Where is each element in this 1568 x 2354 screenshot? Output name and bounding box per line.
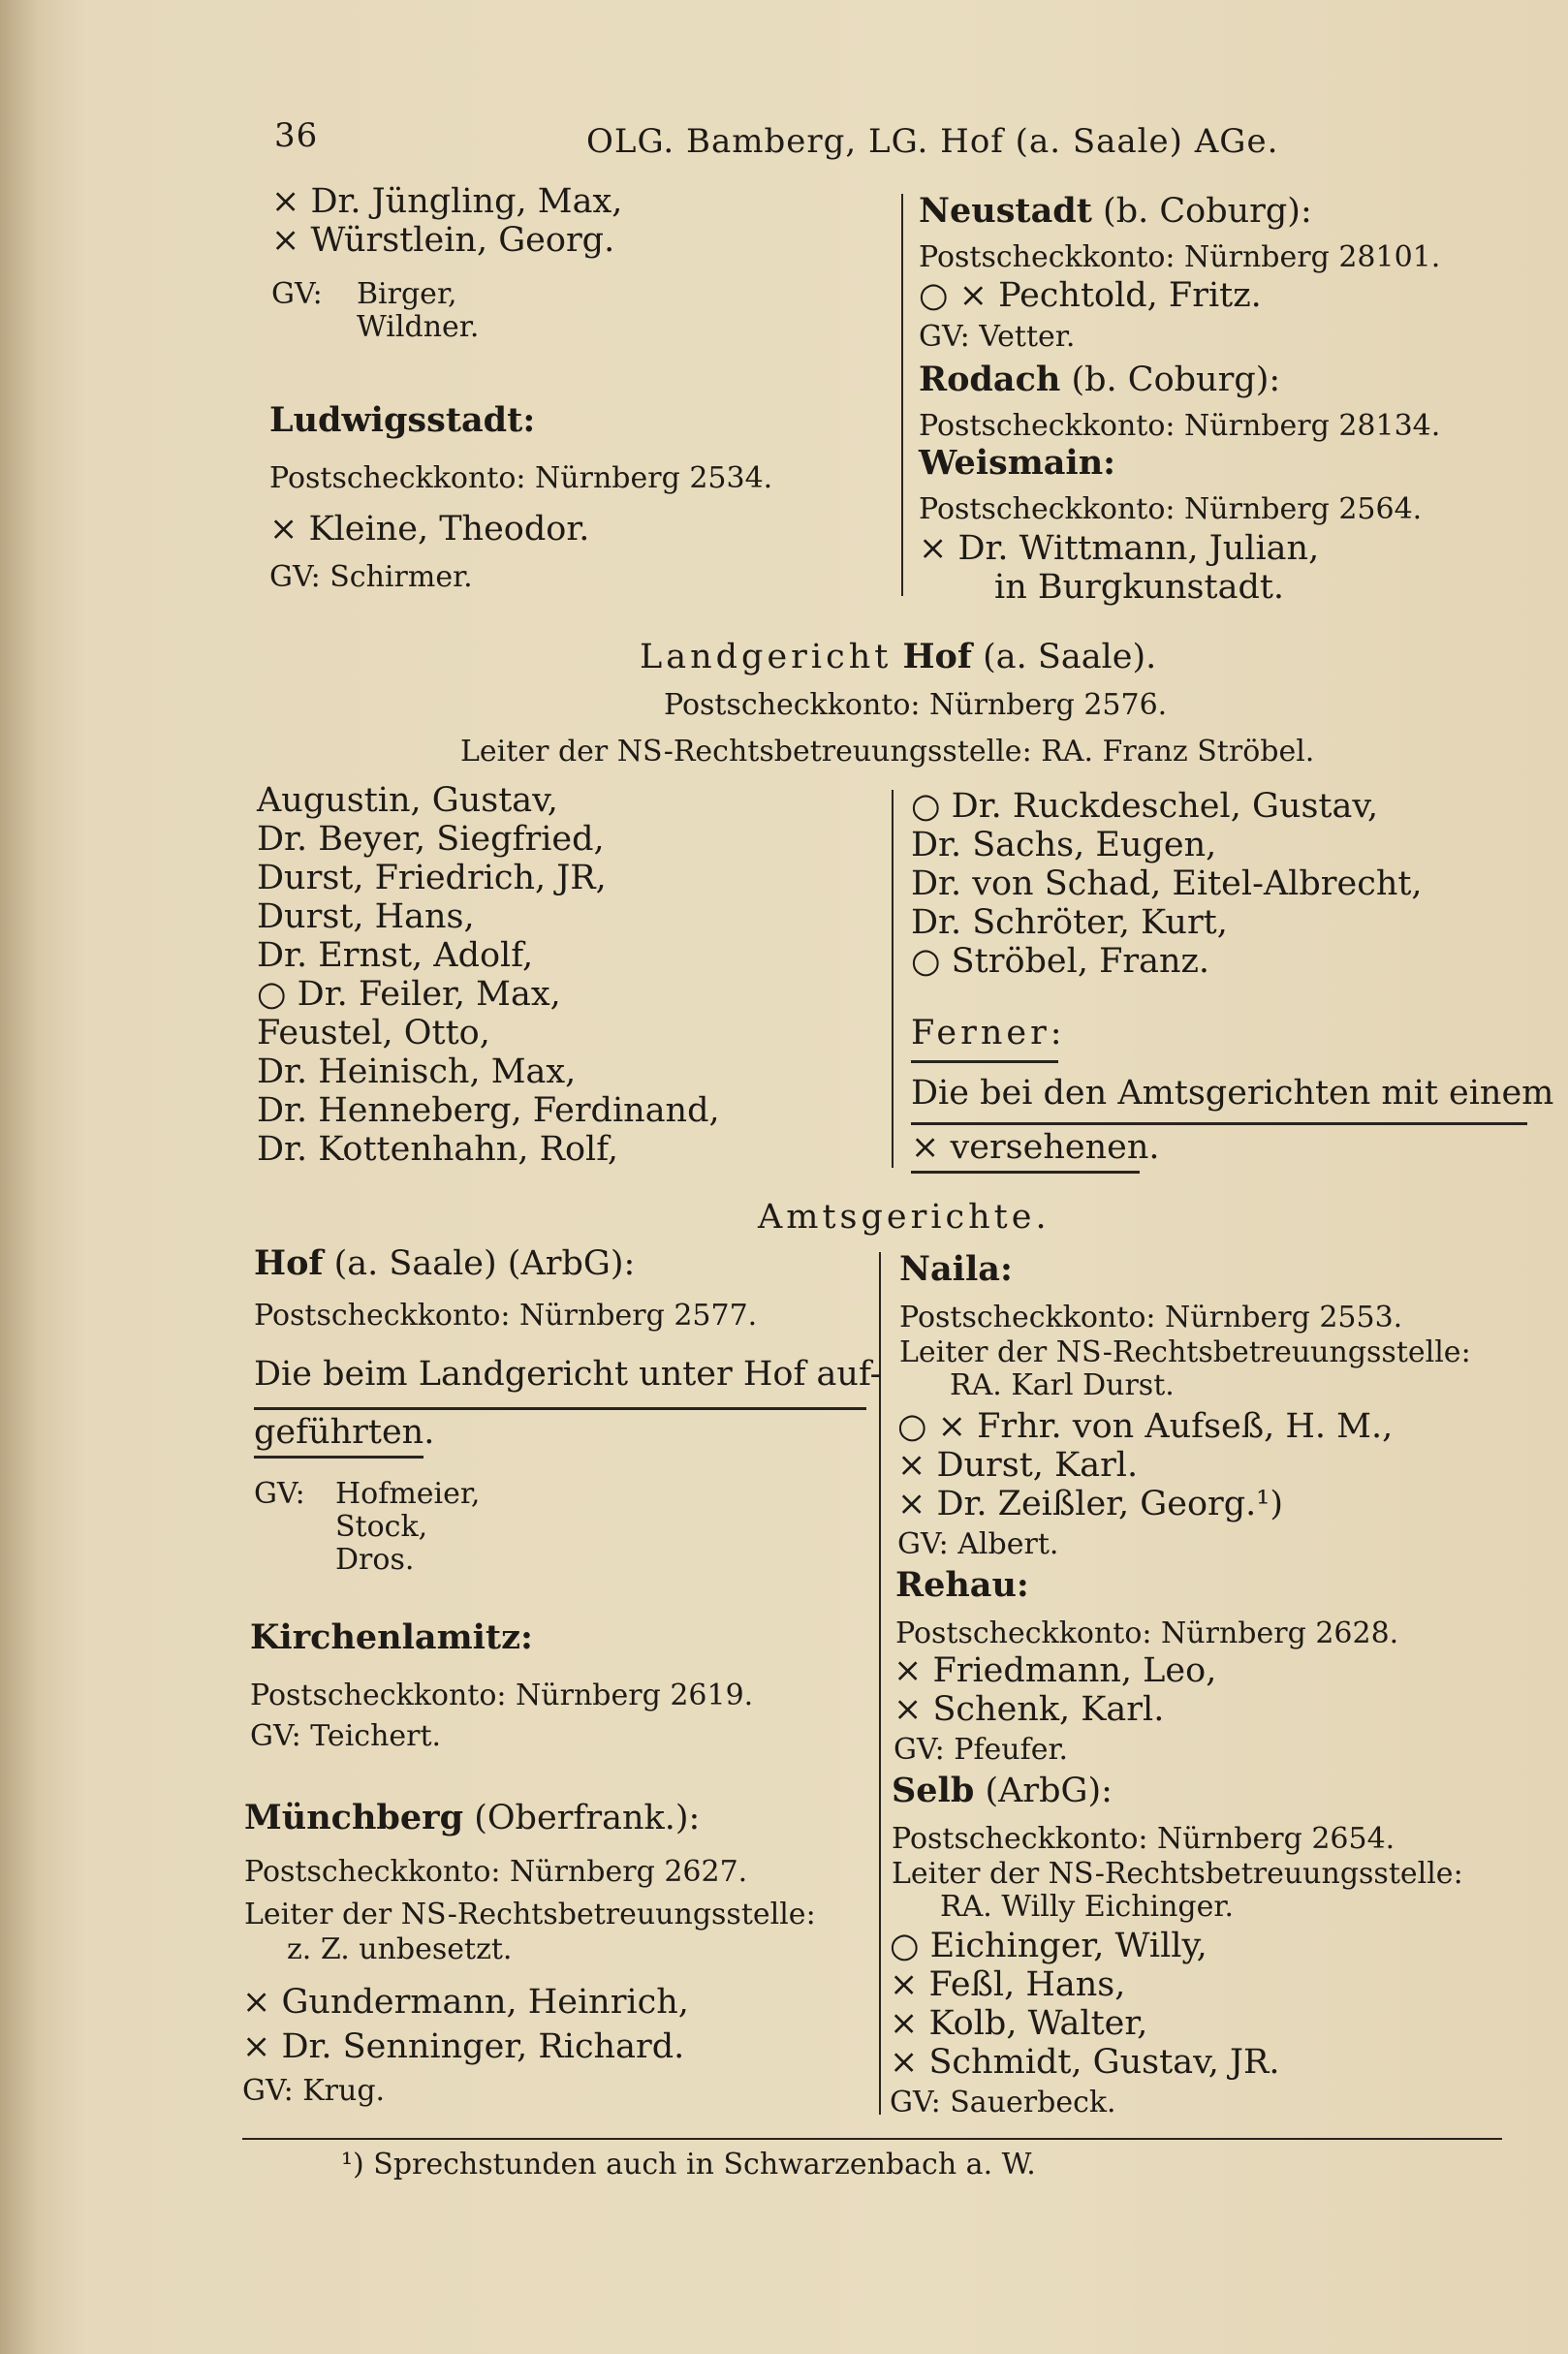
section-title-ludwigsstadt: Ludwigsstadt: [269,400,536,440]
gv-name: Dros. [335,1543,415,1577]
amtsgerichte-title: Amtsgerichte. [758,1198,1051,1237]
place-name: Neustadt [919,191,1092,231]
section-title-rehau: Rehau: [895,1565,1029,1605]
gv-line: GV: Sauerbeck. [890,2086,1116,2119]
postscheck: Postscheckkonto: Nürnberg 2627. [244,1855,748,1889]
place-suffix: (Oberfrank.): [474,1799,701,1837]
member-line: in Burgkunstadt. [994,568,1285,607]
lawyer-name: Augustin, Gustav, [257,781,558,820]
lawyer-name: ○ Dr. Ruckdeschel, Gustav, [911,787,1379,826]
member-line: × Kleine, Theodor. [269,510,590,549]
lawyer-name: Dr. Kottenhahn, Rolf, [257,1130,619,1169]
member-line: × Feßl, Hans, [890,1965,1126,2004]
section-title-neustadt [919,192,1312,231]
leiter-line: RA. Willy Eichinger. [940,1890,1234,1924]
gv-line: GV: Albert. [897,1527,1059,1561]
postscheck: Postscheckkonto: Nürnberg 2553. [899,1301,1403,1334]
underline [254,1407,866,1410]
column-divider [892,790,894,1168]
leiter-line: Leiter der NS-Rechtsbetreuungsstelle: [244,1898,816,1931]
column-divider [901,194,903,596]
footnote: ¹) Sprechstunden auch in Schwarzenbach a. W. [341,2148,1036,2181]
member-line: × Dr. Zeißler, Georg.¹) [897,1485,1283,1523]
place-suffix: (b. Coburg): [1071,361,1281,399]
postscheck: Postscheckkonto: Nürnberg 2576. [664,688,1168,722]
member-line: × Kolb, Walter, [890,2004,1148,2043]
gv-name: Wildner. [357,310,480,344]
postscheck: Postscheckkonto: Nürnberg 2628. [895,1616,1399,1650]
footnote-rule [242,2138,1502,2140]
lawyer-name: ○ Ströbel, Franz. [911,942,1210,981]
postscheck: Postscheckkonto: Nürnberg 2619. [250,1679,754,1712]
place-suffix: (ArbG): [985,1772,1113,1810]
title-prefix: Landgericht [640,638,893,676]
leiter-line: Leiter der NS-Rechtsbetreuungsstelle: [892,1857,1463,1891]
section-title-weismain: Weismain: [919,443,1116,483]
section-title-naila: Naila: [899,1249,1013,1289]
lawyer-name: Dr. Ernst, Adolf, [257,936,534,975]
gv-name: Hofmeier, [335,1477,481,1511]
underline [254,1456,423,1459]
gv-line: GV: Vetter. [919,320,1076,354]
hof-note: geführten. [254,1413,435,1452]
gv-line: GV: Teichert. [250,1719,442,1753]
place-name: Hof [254,1243,324,1283]
lawyer-name: Dr. Schröter, Kurt, [911,903,1228,942]
underline [911,1060,1058,1063]
member-line: × Dr. Wittmann, Julian, [919,529,1320,568]
page-number: 36 [274,116,319,155]
ferner-text: × versehenen. [911,1128,1160,1167]
lawyer-name: Dr. Sachs, Eugen, [911,826,1217,864]
member-line: × Friedmann, Leo, [894,1651,1217,1690]
gv-line: GV: Pfeufer. [894,1733,1069,1767]
underline [911,1171,1140,1174]
place-suffix: (b. Coburg): [1103,192,1312,231]
member-line: × Schenk, Karl. [894,1690,1165,1729]
running-title: OLG. Bamberg, LG. Hof (a. Saale) AGe. [586,122,1279,161]
underline [911,1122,1527,1125]
member-line: × Würstlein, Georg. [271,221,615,260]
member-line: × Dr. Jüngling, Max, [271,182,623,221]
section-title-muenchberg [244,1799,700,1837]
section-title-hof [254,1244,635,1283]
member-line: × Gundermann, Heinrich, [242,1983,689,2022]
gv-name: Stock, [335,1510,428,1544]
place-name: Selb [892,1771,975,1810]
member-line: ○ × Frhr. von Aufseß, H. M., [897,1407,1394,1446]
gv-line: GV: Krug. [242,2074,386,2108]
lawyer-name: Feustel, Otto, [257,1014,490,1052]
title-bold: Hof [902,637,972,676]
gv-label: GV: [271,277,323,311]
gv-line: GV: Schirmer. [269,560,473,594]
leiter-line: RA. Karl Durst. [950,1368,1175,1402]
landgericht-title [640,638,1156,676]
postscheck: Postscheckkonto: Nürnberg 28134. [919,409,1441,443]
member-line: × Dr. Senninger, Richard. [242,2027,685,2066]
postscheck: Postscheckkonto: Nürnberg 2577. [254,1299,758,1333]
section-title-rodach [919,361,1280,399]
gv-label: GV: [254,1477,305,1511]
gv-name: Birger, [357,277,457,311]
member-line: ○ × Pechtold, Fritz. [919,276,1262,315]
postscheck: Postscheckkonto: Nürnberg 28101. [919,240,1441,274]
leiter-line: Leiter der NS-Rechtsbetreuungsstelle: RA. Franz Ströbel. [460,735,1315,769]
section-title-kirchenlamitz: Kirchenlamitz: [250,1617,533,1657]
place-suffix: (a. Saale) (ArbG): [333,1244,636,1283]
lawyer-name: Dr. Beyer, Siegfried, [257,820,605,859]
title-suffix: (a. Saale). [983,638,1157,676]
lawyer-name: Durst, Friedrich, JR, [257,859,607,897]
hof-note: Die beim Landgericht unter Hof auf- [254,1355,882,1394]
lawyer-name: ○ Dr. Feiler, Max, [257,975,561,1014]
lawyer-name: Dr. Henneberg, Ferdinand, [257,1091,720,1130]
member-line: × Durst, Karl. [897,1446,1139,1485]
place-name: Rodach [919,360,1061,399]
leiter-line: Leiter der NS-Rechtsbetreuungsstelle: [899,1335,1471,1369]
place-name: Münchberg [244,1798,464,1837]
member-line: × Schmidt, Gustav, JR. [890,2043,1280,2082]
postscheck: Postscheckkonto: Nürnberg 2564. [919,492,1423,526]
leiter-line: z. Z. unbesetzt. [287,1932,513,1966]
lawyer-name: Durst, Hans, [257,897,475,936]
ferner-label: Ferner: [911,1014,1066,1052]
postscheck: Postscheckkonto: Nürnberg 2654. [892,1822,1396,1856]
section-title-selb [892,1772,1113,1810]
lawyer-name: Dr. von Schad, Eitel-Albrecht, [911,864,1423,903]
lawyer-name: Dr. Heinisch, Max, [257,1052,577,1091]
postscheck: Postscheckkonto: Nürnberg 2534. [269,461,773,495]
member-line: ○ Eichinger, Willy, [890,1927,1207,1965]
ferner-text: Die bei den Amtsgerichten mit einem [911,1074,1554,1113]
